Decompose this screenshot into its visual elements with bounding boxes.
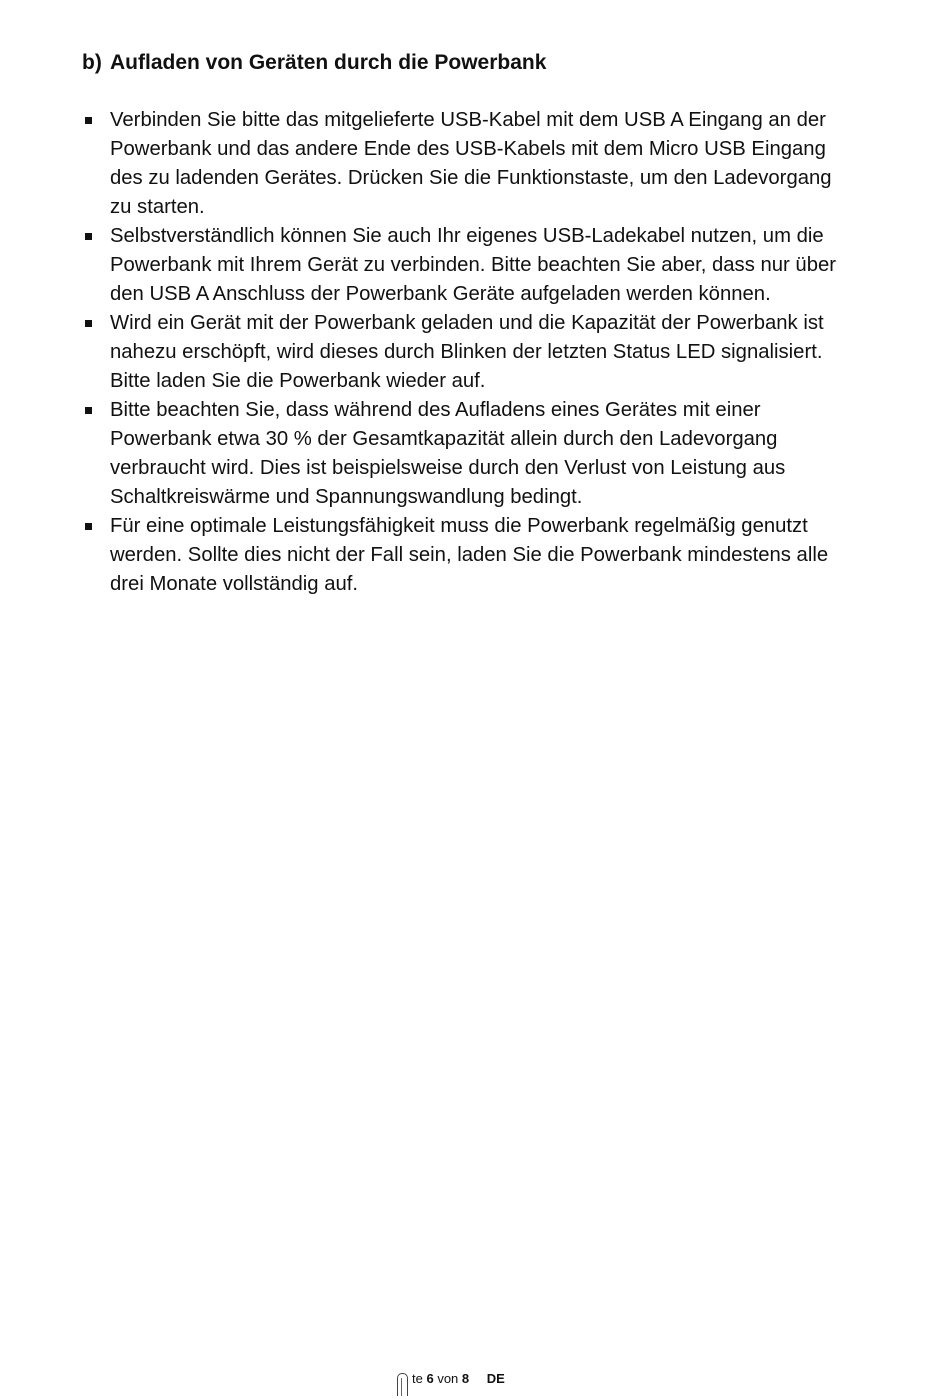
list-item-text: Bitte beachten Sie, dass während des Aufladens eines Gerätes mit einer Powerbank etwa 30 % der Gesamtkapazität allein durch den Ladevorgang verbraucht wird. Dies ist beispielsweise durch den Verlust von Leistung aus Schaltkreiswärme und Spannungswandlung bedingt. (110, 399, 786, 508)
bullet-list (82, 106, 842, 599)
list-item-text: Wird ein Gerät mit der Powerbank geladen und die Kapazität der Powerbank ist nahezu erschöpft, wird dieses durch Blinken der letzten Status LED signalisiert. Bitte laden Sie die Powerbank wieder auf. (110, 312, 824, 392)
page-footer (397, 1368, 505, 1396)
list-item (82, 106, 842, 222)
list-item (82, 222, 842, 309)
square-bullet-icon (85, 407, 92, 414)
square-bullet-icon (85, 117, 92, 124)
list-item (82, 396, 842, 512)
language-code: DE (486, 1371, 505, 1386)
page-corner-icon (397, 1373, 408, 1396)
footer-of-word: von (437, 1371, 459, 1386)
page-number: 6 (426, 1371, 434, 1386)
page-total: 8 (461, 1371, 470, 1386)
section-title: Aufladen von Geräten durch die Powerbank (110, 51, 547, 74)
section-marker: b) (82, 51, 102, 74)
square-bullet-icon (85, 320, 92, 327)
list-item (82, 512, 842, 599)
square-bullet-icon (85, 523, 92, 530)
list-item-text: Für eine optimale Leistungsfähigkeit muss die Powerbank regelmäßig genutzt werden. Sollte dies nicht der Fall sein, laden Sie die Powerbank mindestens alle drei Monate vollständig auf. (110, 515, 829, 595)
footer-prefix: te (412, 1371, 423, 1386)
list-item-text: Selbstverständlich können Sie auch Ihr eigenes USB-Ladekabel nutzen, um die Powerbank mit Ihrem Gerät zu verbinden. Bitte beachten Sie aber, dass nur über den USB A Anschluss der Powerbank Geräte aufgeladen werden können. (110, 225, 837, 305)
list-item-text: Verbinden Sie bitte das mitgelieferte USB-Kabel mit dem USB A Eingang an der Powerbank und das andere Ende des USB-Kabels mit dem Micro USB Eingang des zu ladenden Gerätes. Drücken Sie die Funktionstaste, um den Ladevorgang zu starten. (110, 109, 832, 218)
section-heading (82, 48, 546, 77)
list-item (82, 309, 842, 396)
square-bullet-icon (85, 233, 92, 240)
